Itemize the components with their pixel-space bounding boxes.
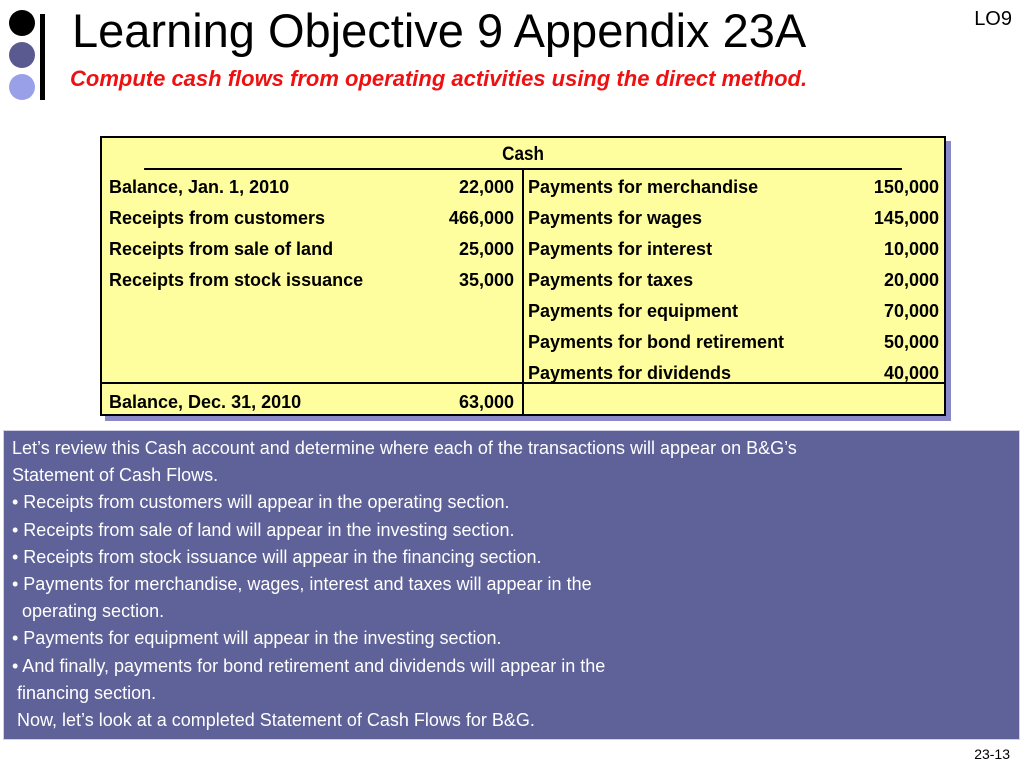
credit-row bbox=[528, 234, 939, 264]
explanation-line: • Payments for merchandise, wages, interest and taxes will appear in the bbox=[12, 574, 592, 595]
black-circle-icon bbox=[9, 10, 35, 36]
credit-row bbox=[528, 296, 939, 326]
explanation-line: financing section. bbox=[12, 682, 157, 703]
debit-label: Receipts from sale of land bbox=[109, 239, 334, 259]
credit-label: Payments for bond retirement bbox=[528, 332, 785, 352]
explanation-line: • And finally, payments for bond retirement and dividends will appear in the bbox=[12, 655, 606, 676]
slide-title: Learning Objective 9 Appendix 23A bbox=[72, 4, 807, 57]
credit-row bbox=[528, 358, 939, 388]
debit-label: Balance, Jan. 1, 2010 bbox=[109, 177, 290, 197]
debit-row bbox=[109, 265, 514, 295]
debit-amount: 25,000 bbox=[458, 239, 514, 259]
credit-row bbox=[528, 203, 939, 233]
debit-row bbox=[109, 172, 514, 202]
credit-label: Payments for equipment bbox=[528, 301, 739, 321]
explanation-line: • Payments for equipment will appear in the investing section. bbox=[12, 628, 502, 649]
debit-amount: 466,000 bbox=[448, 208, 514, 228]
ending-balance-amount: 63,000 bbox=[458, 392, 514, 412]
explanation-line: Let’s review this Cash account and determine where each of the transactions will appear on B&G’s bbox=[12, 438, 797, 458]
purple-circle-icon bbox=[9, 42, 35, 68]
credit-label: Payments for merchandise bbox=[528, 177, 759, 197]
lavender-circle-icon bbox=[9, 74, 35, 100]
explanation-line: • Receipts from stock issuance will appear in the financing section. bbox=[12, 546, 542, 567]
credit-amount: 50,000 bbox=[883, 332, 939, 352]
decorative-dots bbox=[0, 0, 50, 110]
explanation-line: • Receipts from sale of land will appear in the investing section. bbox=[12, 519, 515, 540]
credit-amount: 150,000 bbox=[873, 177, 939, 197]
credit-label: Payments for dividends bbox=[528, 363, 732, 383]
explanation-line: Statement of Cash Flows. bbox=[12, 465, 219, 486]
credit-amount: 20,000 bbox=[883, 270, 939, 290]
t-account-divider bbox=[522, 170, 524, 414]
page-number: 23-13 bbox=[974, 746, 1010, 762]
debit-row bbox=[109, 203, 514, 233]
credit-row bbox=[528, 327, 939, 357]
credit-amount: 70,000 bbox=[883, 301, 939, 321]
explanation-box bbox=[3, 430, 1020, 740]
credit-amount: 145,000 bbox=[873, 208, 939, 228]
debit-amount: 22,000 bbox=[458, 177, 514, 197]
explanation-line: operating section. bbox=[12, 601, 165, 622]
lo-badge: LO9 bbox=[974, 8, 1012, 30]
credit-label: Payments for interest bbox=[528, 239, 713, 259]
debit-amount: 35,000 bbox=[458, 270, 514, 290]
credit-row bbox=[528, 265, 939, 295]
credit-label: Payments for wages bbox=[528, 208, 703, 228]
debit-row bbox=[109, 234, 514, 264]
vertical-bar bbox=[40, 14, 45, 100]
explanation-line: Now, let’s look at a completed Statement of Cash Flows for B&G. bbox=[12, 710, 535, 731]
ending-balance-row bbox=[109, 387, 514, 417]
debit-label: Receipts from customers bbox=[109, 208, 326, 228]
cash-t-account bbox=[100, 136, 946, 416]
credit-row bbox=[528, 172, 939, 202]
ending-balance-label: Balance, Dec. 31, 2010 bbox=[109, 392, 302, 412]
credit-amount: 10,000 bbox=[883, 239, 939, 259]
explanation-line: • Receipts from customers will appear in the operating section. bbox=[12, 492, 510, 513]
t-account-title: Cash bbox=[144, 138, 902, 170]
credit-label: Payments for taxes bbox=[528, 270, 694, 290]
slide-subtitle: Compute cash flows from operating activities using the direct method. bbox=[70, 66, 808, 91]
credit-amount: 40,000 bbox=[883, 363, 939, 383]
debit-label: Receipts from stock issuance bbox=[109, 270, 364, 290]
